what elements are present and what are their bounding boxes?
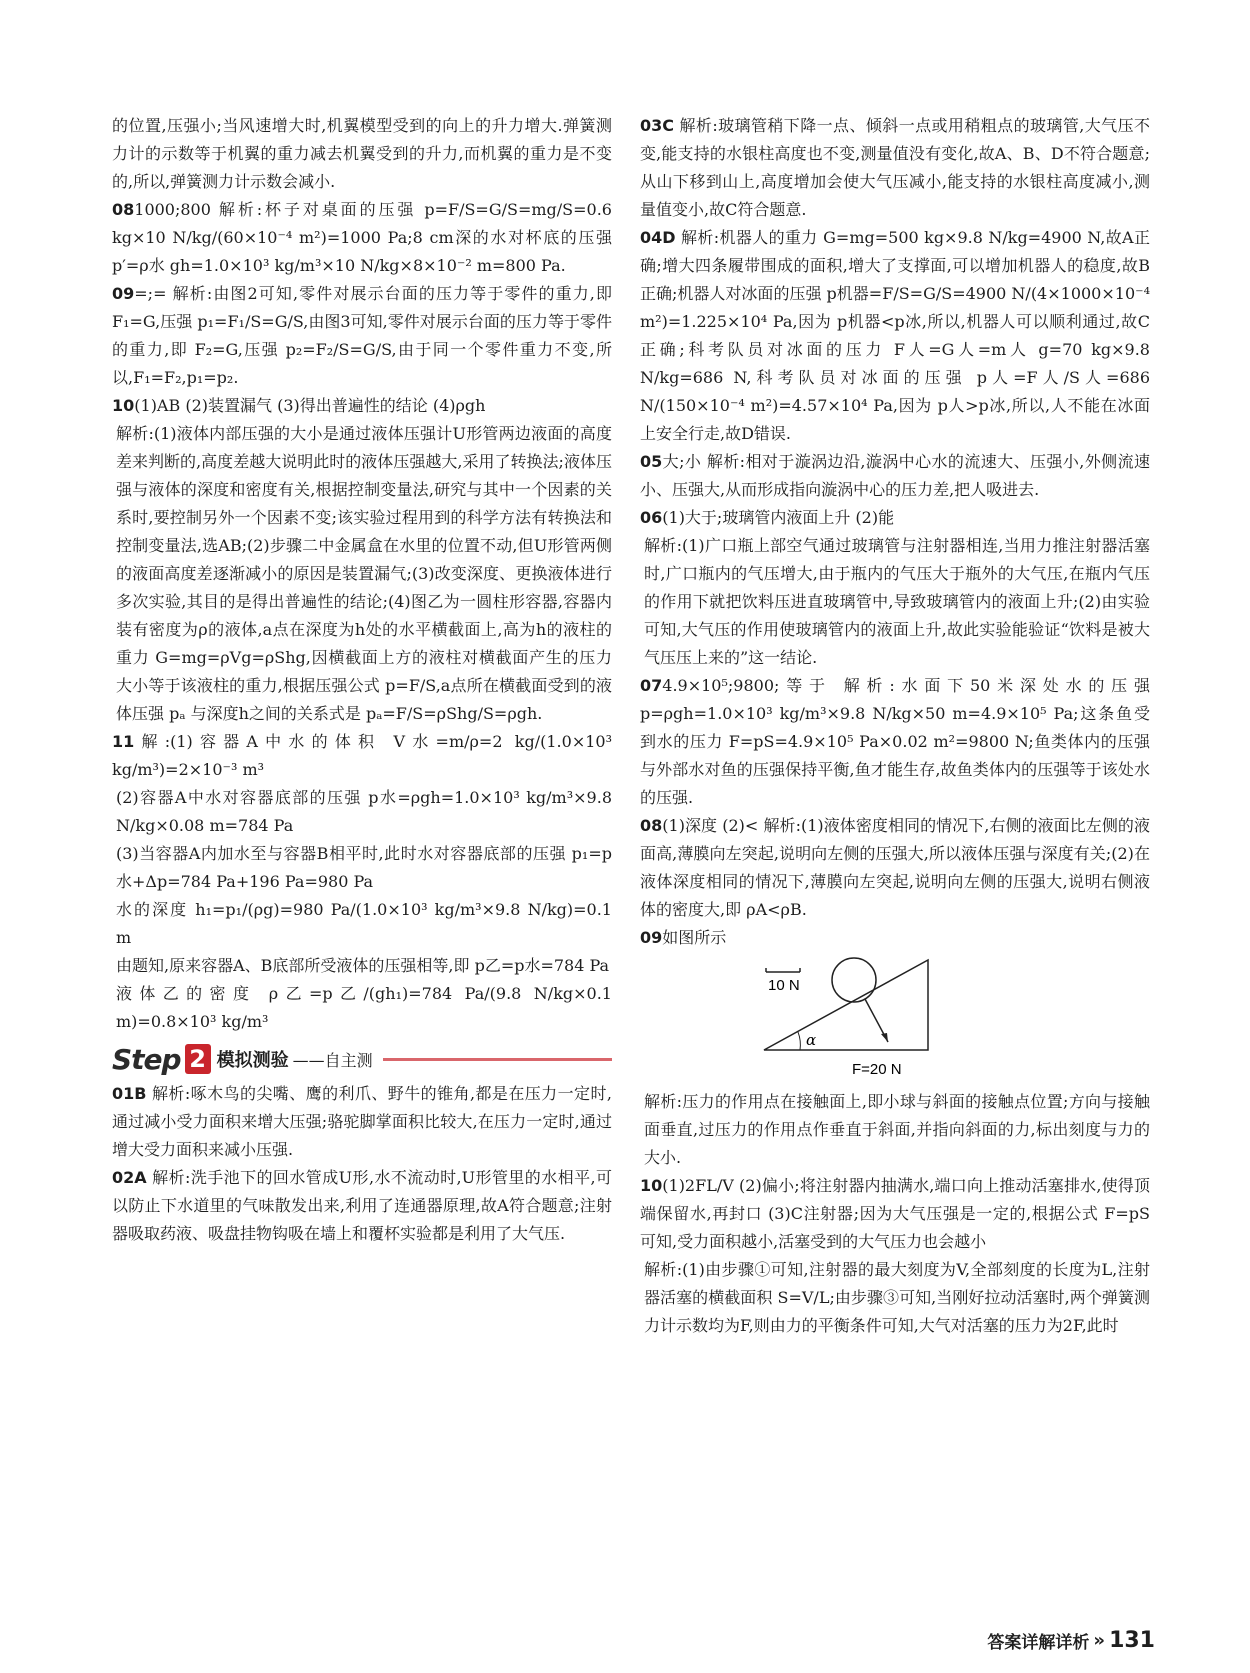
q09 <box>112 280 612 392</box>
question-number: 10 <box>112 396 135 415</box>
choice-answer: D <box>662 228 676 247</box>
question-number: 04 <box>640 228 663 247</box>
double-chevron-icon: » <box>1093 1630 1106 1651</box>
analysis-text: 解析:玻璃管稍下降一点、倾斜一点或用稍粗点的玻璃管,大气压不变,能支持的水银柱高度也不变,测量值没有变化,故A、B、D不符合题意;从山下移到山上,高度增加会使大气压减小,能支持的水银柱高度减小,测量值变小,故C符合题意. <box>640 116 1150 219</box>
force-label: F=20 N <box>852 1061 902 1078</box>
question-number: 08 <box>112 200 135 219</box>
q11 <box>112 728 612 784</box>
question-number: 05 <box>640 452 663 471</box>
choice-answer: C <box>662 116 675 135</box>
analysis-text: 解析:(1)广口瓶上部空气通过玻璃管与注射器相连,当用力推注射器活塞时,广口瓶内的气压增大,由于瓶内的气压大于瓶外的大气压,在瓶内气压的作用下就把饮料压进直玻璃管中,导致玻璃管内的液面上升;(2)由实验可知,大气压的作用使玻璃管内的液面上升,故此实验能验证“饮料是被大气压压上来的”这一结论. <box>644 536 1150 667</box>
ball <box>832 958 876 1002</box>
answer-text: 由题知,原来容器A、B底部所受液体的压强相等,即 p乙=p水=784 Pa <box>116 956 610 975</box>
answer-text: 的位置,压强小;当风速增大时,机翼模型受到的向上的升力增大.弹簧测力计的示数等于机翼的重力减去机翼受到的升力,而机翼的重力是不变的,所以,弹簧测力计示数会减小. <box>112 116 612 191</box>
q08 <box>112 196 612 280</box>
analysis-text: 解析:(1)液体内部压强的大小是通过液体压强计U形管两边液面的高度差来判断的,高度差越大说明此时的液体压强越大,采用了转换法;液体压强与液体的深度和密度有关,根据控制变量法,研究与其中一个因素的关系时,要控制另外一个因素不变;该实验过程用到的科学方法有转换法和控制变量法,选AB;(2)步骤二中金属盒在水里的位置不动,但U形管两侧的液面高度差逐渐减小的原因是装置漏气;(3)改变深度、更换液体进行多次实验,其目的是得出普遍性的结论;(4)图乙为一圆柱形容器,容器内装有密度为ρ的液体,a点在深度为h处的水平横截面上,高为h的液柱的重力 G=mg=ρVg=ρShg,因横截面上方的液柱对横截面产生的压力大小等于该液柱的重力,根据压强公式 p=F/S,a点所在横截面受到的液体压强 pₐ 与深度h之间的关系式是 pₐ=F/S=ρShg/S=ρgh. <box>116 424 612 723</box>
answer-text: =;= 解析:由图2可知,零件对展示台面的压力等于零件的重力,即 F₁=G,压强 p₁=F₁/S=G/S,由图3可知,零件对展示台面的压力等于零件的重力,即 F₂=G,压强 p₂=F₂/S=G/S,由于同一个零件重力不变,所以,F₁=F₂,p₁=p₂. <box>112 284 612 387</box>
answer-text: (1)2FL/V (2)偏小;将注射器内抽满水,端口向上推动活塞排水,使得顶端保留水,再封口 (3)C注射器;因为大气压强是一定的,根据公式 F=pS 可知,受力面积越小,活塞受到的大气压力也会越小 <box>640 1176 1150 1251</box>
page-number: 131 <box>1109 1628 1155 1653</box>
step-title: 模拟测验 <box>216 1050 289 1071</box>
answer-text: (3)当容器A内加水至与容器B相平时,此时水对容器底部的压强 p₁=p水+Δp=784 Pa+196 Pa=980 Pa <box>116 844 612 891</box>
question-number: 03 <box>640 116 663 135</box>
q07-continued <box>112 112 612 196</box>
analysis-text: 解析:(1)由步骤①可知,注射器的最大刻度为V,全部刻度的长度为L,注射器活塞的横截面积 S=V/L;由步骤③可知,当刚好拉动活塞时,两个弹簧测力计示数均为F,则由力的平衡条件可知,大气对活塞的压力为2F,此时 <box>644 1260 1150 1335</box>
q11-density <box>112 980 612 1036</box>
answer-text: (1)深度 (2)< 解析:(1)液体密度相同的情况下,右侧的液面比左侧的液面高,薄膜向左突起,说明向左侧的压强大,所以液体压强与深度有关;(2)在液体深度相同的情况下,薄膜向左突起,说明向左侧的压强大,说明右侧液体的密度大,即 ρA<ρB. <box>640 816 1150 919</box>
step-number: 2 <box>185 1044 211 1074</box>
s2-q06-analysis <box>640 532 1150 672</box>
arrowhead <box>881 1033 888 1042</box>
s2-q09 <box>640 924 1150 952</box>
choice-answer: B <box>134 1084 147 1103</box>
question-number: 08 <box>640 816 663 835</box>
incline-force-diagram <box>760 956 1050 1084</box>
answer-text: 如图所示 <box>662 928 727 947</box>
answer-text: (1)AB (2)装置漏气 (3)得出普遍性的结论 (4)ρgh <box>134 396 486 415</box>
answer-text: 1000;800 解析:杯子对桌面的压强 p=F/S=G/S=mg/S=0.6 kg×10 N/kg/(60×10⁻⁴ m²)=1000 Pa;8 cm深的水对杯底的压强 p′=ρ水 gh=1.0×10³ kg/m³×10 N/kg×8×10⁻² m=800 Pa. <box>112 200 612 275</box>
step-word: Step <box>112 1042 181 1076</box>
question-number: 09 <box>112 284 135 303</box>
left-column <box>112 112 612 1248</box>
answer-text: 4.9×10⁵;9800;等于 解析:水面下50米深处水的压强 p=ρgh=1.0×10³ kg/m³×9.8 N/kg×50 m=4.9×10⁵ Pa;这条鱼受到水的压力 F=pS=4.9×10⁵ Pa×0.02 m²=9800 N;鱼类体内的压强与外部水对鱼的压强保持平衡,鱼才能生存,故鱼类体内的压强等于该处水的压强. <box>640 676 1150 807</box>
question-number: 11 <box>112 732 135 751</box>
s2-q10 <box>640 1172 1150 1256</box>
analysis-text: 解析:洗手池下的回水管成U形,水不流动时,U形管里的水相平,可以防止下水道里的气味散发出来,利用了连通器原理,故A符合题意;注射器吸取药液、吸盘挂物钩吸在墙上和覆杯实验都是利用了大气压. <box>112 1168 612 1243</box>
question-number: 07 <box>640 676 663 695</box>
s2-q05 <box>640 448 1150 504</box>
answer-text: (1)大于;玻璃管内液面上升 (2)能 <box>662 508 895 527</box>
angle-label: α <box>806 1031 817 1049</box>
answer-text: 液体乙的密度 ρ乙=p乙/(gh₁)=784 Pa/(9.8 N/kg×0.1 m)=0.8×10³ kg/m³ <box>116 984 612 1031</box>
incline <box>764 960 928 1050</box>
s2-q09-analysis <box>640 1088 1150 1172</box>
footer-label: 答案详解详析 <box>987 1633 1090 1653</box>
step-subtitle: ——自主测 <box>292 1050 373 1070</box>
page-footer <box>987 1628 1155 1653</box>
q11-depth <box>112 896 612 952</box>
answer-text: 解:(1)容器A中水的体积 V水=m/ρ=2 kg/(1.0×10³ kg/m³)=2×10⁻³ m³ <box>112 732 612 779</box>
s2-q01 <box>112 1080 612 1164</box>
question-number: 02 <box>112 1168 135 1187</box>
s2-q02 <box>112 1164 612 1248</box>
s2-q10-analysis <box>640 1256 1150 1340</box>
choice-answer: A <box>134 1168 147 1187</box>
question-number: 06 <box>640 508 663 527</box>
angle-arc <box>798 1032 800 1050</box>
q10-analysis <box>112 420 612 728</box>
q11-part2 <box>112 784 612 840</box>
s2-q03 <box>640 112 1150 224</box>
question-number: 10 <box>640 1176 663 1195</box>
question-number: 01 <box>112 1084 135 1103</box>
scale-label: 10 N <box>768 977 800 994</box>
answer-text: 大;小 解析:相对于漩涡边沿,漩涡中心水的流速大、压强小,外侧流速小、压强大,从而形成指向漩涡中心的压力差,把人吸进去. <box>640 452 1150 499</box>
s2-q06 <box>640 504 1150 532</box>
answer-text: (2)容器A中水对容器底部的压强 p水=ρgh=1.0×10³ kg/m³×9.8 N/kg×0.08 m=784 Pa <box>116 788 612 835</box>
s2-q07 <box>640 672 1150 812</box>
question-number: 09 <box>640 928 663 947</box>
answer-text: 水的深度 h₁=p₁/(ρg)=980 Pa/(1.0×10³ kg/m³×9.8 N/kg)=0.1 m <box>116 900 612 947</box>
step-divider <box>383 1058 612 1061</box>
right-column <box>640 112 1150 1340</box>
analysis-text: 解析:啄木鸟的尖嘴、鹰的利爪、野牛的锥角,都是在压力一定时,通过减小受力面积来增大压强;骆驼脚掌面积比较大,在压力一定时,通过增大受力面积来减小压强. <box>112 1084 612 1159</box>
q10 <box>112 392 612 420</box>
s2-q04 <box>640 224 1150 448</box>
q11-part3 <box>112 840 612 896</box>
step2-header <box>112 1042 612 1076</box>
analysis-text: 解析:压力的作用点在接触面上,即小球与斜面的接触点位置;方向与接触面垂直,过压力的作用点作垂直于斜面,并指向斜面的力,标出刻度与力的大小. <box>644 1092 1150 1167</box>
analysis-text: 解析:机器人的重力 G=mg=500 kg×9.8 N/kg=4900 N,故A正确;增大四条履带围成的面积,增大了支撑面,可以增加机器人的稳度,故B正确;机器人对冰面的压强 p机器=F/S=G/S=4900 N/(4×1000×10⁻⁴ m²)=1.225×10⁴ Pa,因为 p机器<p冰,所以,机器人可以顺利通过,故C正确;科考队员对冰面的压力 F人=G人=m人 g=70 kg×9.8 N/kg=686 N,科考队员对冰面的压强 p人=F人/S人=686 N/(150×10⁻⁴ m²)=4.57×10⁴ Pa,因为 p人>p冰,所以,人不能在冰面上安全行走,故D错误. <box>640 228 1150 443</box>
q11-pressure <box>112 952 612 980</box>
s2-q08 <box>640 812 1150 924</box>
